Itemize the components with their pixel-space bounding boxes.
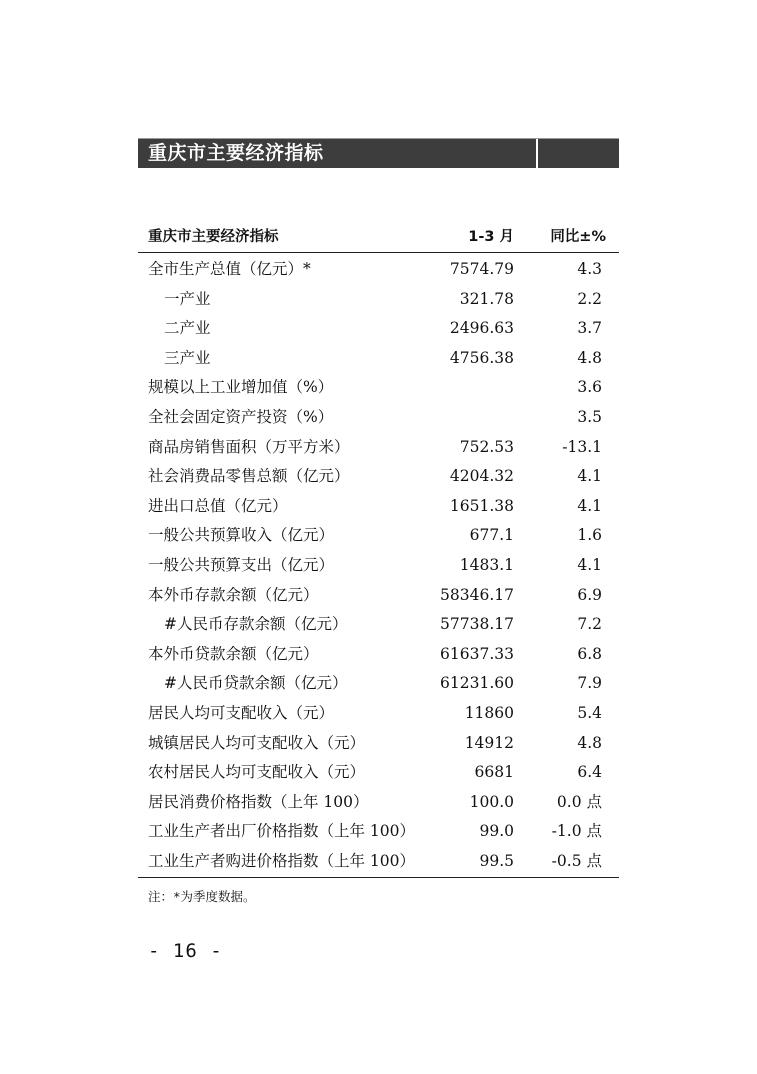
row-change: 4.1 (577, 555, 602, 574)
banner-divider (536, 139, 538, 168)
row-value: 61637.33 (440, 644, 514, 663)
row-value: 321.78 (459, 289, 514, 308)
header-period: 1-3 月 (468, 229, 514, 245)
page-number: - 16 - (148, 940, 223, 962)
row-value: 100.0 (469, 792, 514, 811)
row-value: 6681 (474, 763, 514, 782)
table-row (148, 847, 618, 877)
row-change: 6.4 (577, 763, 602, 782)
row-change: 5.4 (577, 703, 602, 722)
table-row (148, 492, 618, 522)
row-label: #人民币贷款余额（亿元） (164, 674, 348, 693)
row-change: 4.8 (577, 733, 602, 752)
table-row (148, 758, 618, 788)
header-yoy: 同比±% (550, 229, 606, 245)
row-label: 进出口总值（亿元） (148, 496, 288, 515)
row-change: -0.5 点 (551, 851, 602, 870)
table-row (148, 669, 618, 699)
row-label: 工业生产者出厂价格指数（上年 100） (148, 822, 416, 841)
row-label: 城镇居民人均可支配收入（元） (148, 733, 366, 752)
row-value: 61231.60 (440, 674, 514, 693)
row-change: 6.9 (577, 585, 602, 604)
row-label: #人民币存款余额（亿元） (164, 615, 348, 634)
row-label: 规模以上工业增加值（%） (148, 378, 334, 397)
table-row (148, 581, 618, 611)
table-row (148, 640, 618, 670)
row-value: 11860 (464, 703, 514, 722)
table-row (148, 699, 618, 729)
row-value: 14912 (464, 733, 514, 752)
table-row (148, 729, 618, 759)
table-row (148, 610, 618, 640)
row-label: 社会消费品零售总额（亿元） (148, 467, 350, 486)
row-change: 2.2 (577, 289, 602, 308)
table-row (148, 788, 618, 818)
row-label: 本外币贷款余额（亿元） (148, 644, 319, 663)
header-rule (138, 252, 619, 253)
row-value: 99.5 (479, 851, 514, 870)
row-change: 7.9 (577, 674, 602, 693)
indicator-table-body (148, 255, 618, 876)
row-change: -13.1 (562, 437, 602, 456)
row-label: 一般公共预算收入（亿元） (148, 526, 335, 545)
row-value: 4204.32 (449, 467, 514, 486)
row-label: 全市生产总值（亿元）* (148, 260, 311, 278)
row-change: 3.7 (577, 319, 602, 338)
table-row (148, 462, 618, 492)
row-change: 7.2 (577, 615, 602, 634)
table-row (148, 403, 618, 433)
row-change: 4.1 (577, 467, 602, 486)
row-value: 752.53 (459, 437, 514, 456)
row-label: 居民人均可支配收入（元） (148, 703, 335, 722)
row-value: 1483.1 (459, 555, 514, 574)
row-change: 0.0 点 (556, 792, 602, 811)
row-label: 一般公共预算支出（亿元） (148, 555, 335, 574)
row-value: 58346.17 (440, 585, 514, 604)
row-change: 4.1 (577, 496, 602, 515)
row-change: 1.6 (577, 526, 602, 545)
table-bottom-rule (138, 877, 619, 878)
table-row (148, 817, 618, 847)
row-change: 3.6 (577, 378, 602, 397)
row-label: 商品房销售面积（万平方米） (148, 437, 350, 456)
row-value: 57738.17 (440, 615, 514, 634)
table-row (148, 285, 618, 315)
table-row (148, 551, 618, 581)
table-row (148, 433, 618, 463)
row-value: 2496.63 (449, 319, 514, 338)
section-banner (138, 138, 619, 168)
row-change: 4.8 (577, 348, 602, 367)
header-indicator: 重庆市主要经济指标 (148, 229, 279, 245)
row-change: 4.3 (577, 260, 602, 278)
row-label: 三产业 (164, 348, 211, 367)
row-label: 全社会固定资产投资（%） (148, 407, 334, 426)
row-label: 二产业 (164, 319, 211, 338)
row-change: 3.5 (577, 407, 602, 426)
row-label: 居民消费价格指数（上年 100） (148, 792, 369, 811)
table-header (148, 220, 618, 252)
row-value: 99.0 (479, 822, 514, 841)
row-label: 农村居民人均可支配收入（元） (148, 763, 366, 782)
table-footnote: 注：*为季度数据。 (148, 889, 256, 904)
table-row (148, 373, 618, 403)
row-value: 1651.38 (449, 496, 514, 515)
banner-title: 重庆市主要经济指标 (148, 142, 324, 164)
row-value: 677.1 (469, 526, 514, 545)
table-row (148, 255, 618, 285)
row-change: 6.8 (577, 644, 602, 663)
table-row (148, 344, 618, 374)
row-change: -1.0 点 (551, 822, 602, 841)
row-label: 本外币存款余额（亿元） (148, 585, 319, 604)
row-label: 一产业 (164, 289, 211, 308)
row-value: 7574.79 (449, 260, 514, 278)
row-value: 4756.38 (449, 348, 514, 367)
table-row (148, 314, 618, 344)
table-row (148, 521, 618, 551)
row-label: 工业生产者购进价格指数（上年 100） (148, 851, 416, 870)
